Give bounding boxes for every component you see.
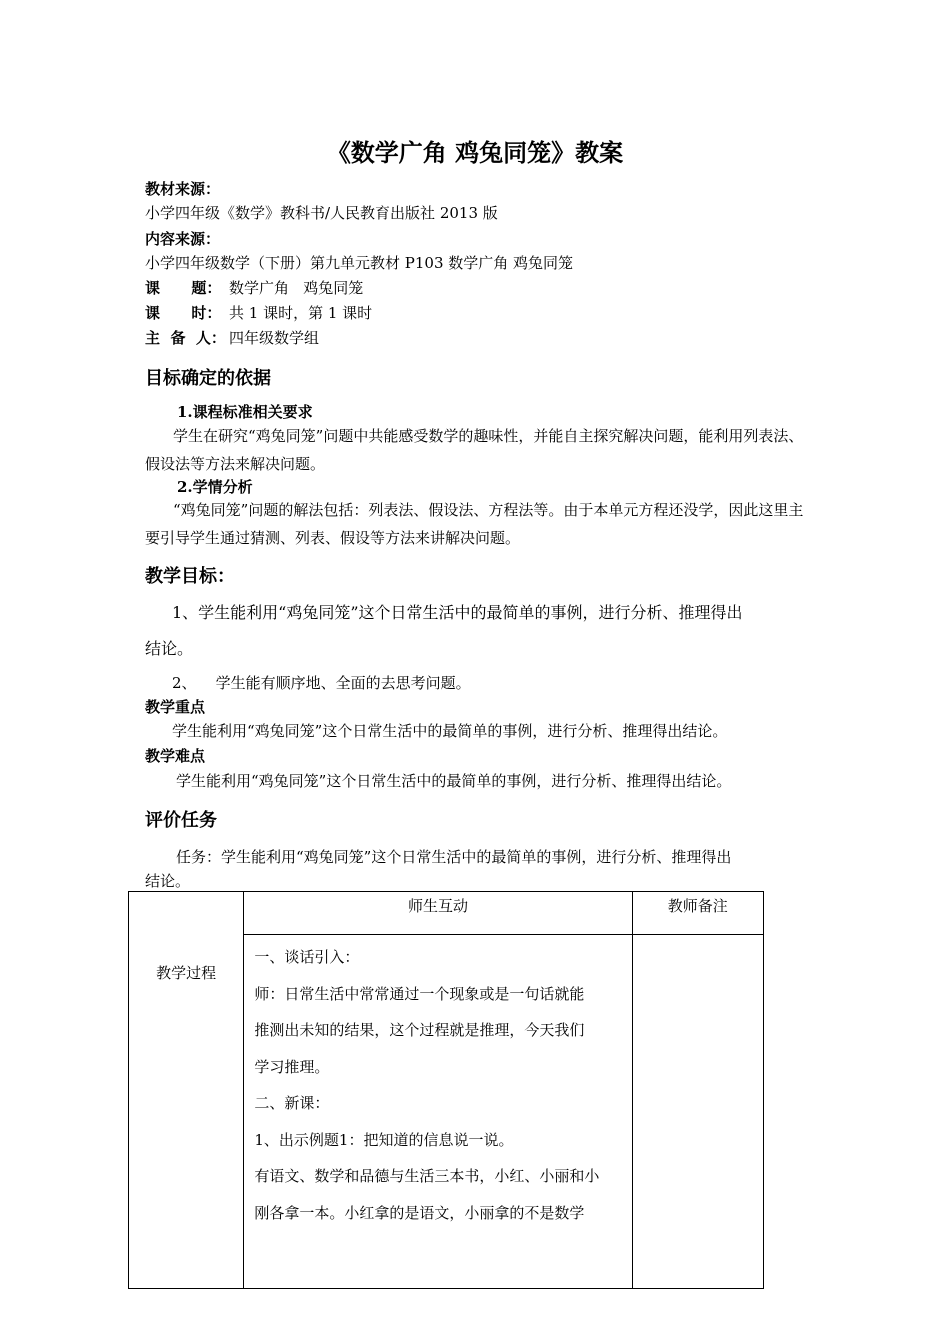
col-header-interaction: 师生互动 xyxy=(244,892,632,935)
basis-sub2: 2.学情分析 xyxy=(177,478,253,496)
basis-para2: “鸡兔同笼”问题的解法包括：列表法、假设法、方程法等。由于本单元方程还没学，因此这里主要引导学生通过猜测、列表、假设等方法来讲解决问题。 xyxy=(145,501,804,547)
process-table-header-row xyxy=(129,892,764,935)
source-text: 小学四年级《数学》教科书/人民教育出版社 2013 版 xyxy=(145,204,498,222)
period-label: 课 时： xyxy=(145,304,222,322)
interaction-line: 师：日常生活中常常通过一个现象或是一句话就能 xyxy=(254,984,585,1003)
notes-cell xyxy=(632,935,763,1289)
basis-heading: 目标确定的依据 xyxy=(145,368,271,389)
difficulty-text: 学生能利用“鸡兔同笼”这个日常生活中的最简单的事例，进行分析、推理得出结论。 xyxy=(176,772,732,790)
difficulty-label: 教学难点 xyxy=(145,747,206,765)
author-text: 四年级数学组 xyxy=(229,329,320,347)
topic-text: 数学广角 鸡兔同笼 xyxy=(229,279,364,297)
interaction-line: 有语文、数学和品德与生活三本书，小红、小丽和小 xyxy=(254,1167,600,1185)
interaction-line: 刚各拿一本。小红拿的是语文，小丽拿的不是数学 xyxy=(254,1203,585,1222)
content-text: 小学四年级数学（下册）第九单元教材 P103 数学广角 鸡兔同笼 xyxy=(145,254,574,272)
content-label: 内容来源： xyxy=(145,230,221,248)
interaction-line: 1、出示例题1：把知道的信息说一说。 xyxy=(254,1130,514,1149)
interaction-line: 一、谈话引入： xyxy=(254,948,360,966)
interaction-cell xyxy=(244,935,632,1289)
evaluation-line2: 结论。 xyxy=(145,872,191,890)
key-point-text: 学生能利用“鸡兔同笼”这个日常生活中的最简单的事例，进行分析、推理得出结论。 xyxy=(172,722,728,740)
process-row-label-text: 教学过程 xyxy=(156,964,217,982)
evaluation-line1: 任务：学生能利用“鸡兔同笼”这个日常生活中的最简单的事例，进行分析、推理得出 xyxy=(176,848,732,866)
col-header-notes: 教师备注 xyxy=(632,892,763,935)
key-point-label: 教学重点 xyxy=(145,698,206,716)
goal-item1-line1: 1、学生能利用“鸡兔同笼”这个日常生活中的最简单的事例，进行分析、推理得出 xyxy=(172,603,743,622)
source-label: 教材来源： xyxy=(145,180,221,198)
interaction-line: 推测出未知的结果，这个过程就是推理，今天我们 xyxy=(254,1021,585,1039)
period-text: 共 1 课时，第 1 课时 xyxy=(229,304,373,322)
basis-para1: 学生在研究“鸡兔同笼”问题中共能感受数学的趣味性，并能自主探究解决问题，能利用列表法、假设法等方法来解决问题。 xyxy=(145,427,804,473)
topic-label: 课 题： xyxy=(145,279,222,297)
interaction-line: 二、新课： xyxy=(254,1094,330,1112)
author-label: 主 备 人： xyxy=(145,329,226,347)
process-table xyxy=(128,891,764,1289)
goals-heading: 教学目标： xyxy=(145,566,235,587)
document-title: 《数学广角 鸡兔同笼》教案 xyxy=(326,138,624,167)
process-row-label xyxy=(129,892,244,1289)
basis-sub1: 1.课程标准相关要求 xyxy=(177,403,313,421)
goal-item2: 2、 学生能有顺序地、全面的去思考问题。 xyxy=(172,674,471,692)
interaction-line: 学习推理。 xyxy=(254,1057,330,1076)
goal-item1-line2: 结论。 xyxy=(145,639,194,658)
evaluation-heading: 评价任务 xyxy=(145,810,217,831)
